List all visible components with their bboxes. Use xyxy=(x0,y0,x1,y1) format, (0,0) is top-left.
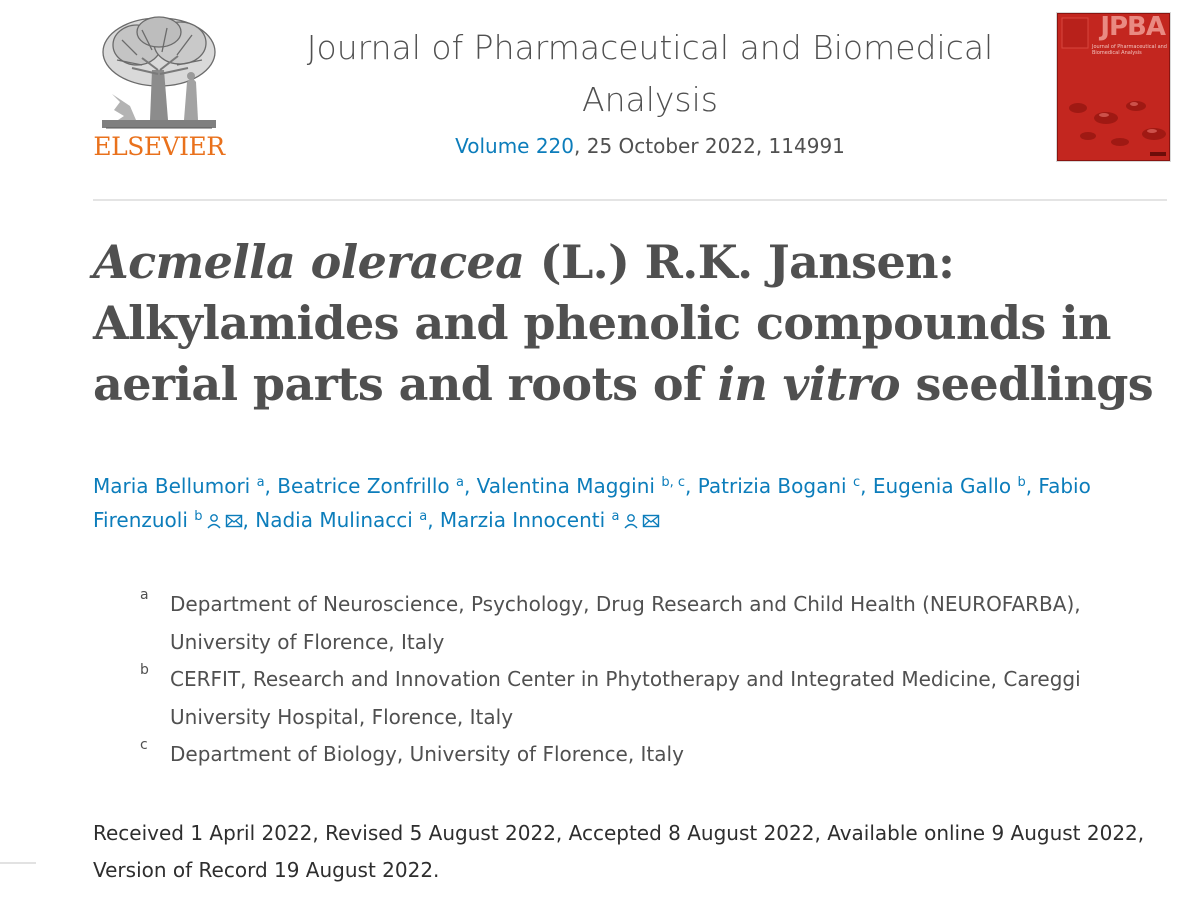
author-separator: , xyxy=(264,474,278,498)
author-affiliation-sup: b, c xyxy=(661,475,685,490)
author-affiliation-sup: a xyxy=(256,475,265,490)
author-separator: , xyxy=(242,508,256,532)
author-name[interactable]: Fabio Firenzuoli xyxy=(93,474,1091,532)
tree-emblem-icon xyxy=(92,10,226,132)
author-separator: , xyxy=(1025,474,1039,498)
affiliation-list xyxy=(140,586,1150,774)
title-in-vitro: in vitro xyxy=(717,357,901,411)
mail-icon[interactable] xyxy=(225,513,243,529)
affiliation-text: CERFIT, Research and Innovation Center in Phytotherapy and Integrated Medicine, Careggi University Hospital, Florence, Italy xyxy=(170,667,1081,729)
title-species-name: Acmella oleracea xyxy=(93,235,525,289)
affiliation-item xyxy=(140,736,1150,774)
author-name[interactable]: Marzia Innocenti xyxy=(439,508,606,532)
author-link[interactable] xyxy=(277,474,464,498)
author-affiliation-sup: a xyxy=(455,475,464,490)
header-divider xyxy=(93,199,1167,201)
author-link[interactable] xyxy=(698,474,860,498)
author-name[interactable]: Maria Bellumori xyxy=(93,474,251,498)
affiliation-text: Department of Biology, University of Florence, Italy xyxy=(170,742,684,766)
issue-line xyxy=(260,134,1040,158)
author-name[interactable]: Valentina Maggini xyxy=(476,474,655,498)
author-separator: , xyxy=(860,474,873,498)
title-text-part1: (L.) R.K. Jansen: Alkylamides and phenolic compounds in aerial parts and roots of xyxy=(93,235,1111,411)
mail-icon[interactable] xyxy=(642,513,660,529)
author-separator: , xyxy=(685,474,698,498)
journal-cover-thumbnail[interactable] xyxy=(1057,13,1170,161)
author-link[interactable] xyxy=(440,508,660,532)
author-separator: , xyxy=(463,474,477,498)
cover-journal-name: Journal of Pharmaceutical and Biomedical Analysis xyxy=(1092,44,1167,56)
article-history: Received 1 April 2022, Revised 5 August 2022, Accepted 8 August 2022, Available online 9 August 2022, Version of Record 19 August 2022. xyxy=(93,821,1145,882)
author-separator: , xyxy=(427,508,440,532)
author-name[interactable]: Beatrice Zonfrillo xyxy=(277,474,450,498)
author-affiliation-sup: c xyxy=(852,475,861,490)
author-affiliation-sup: b xyxy=(1017,475,1026,490)
affiliation-label: a xyxy=(140,587,149,603)
author-link[interactable] xyxy=(873,474,1026,498)
author-link[interactable] xyxy=(255,508,427,532)
journal-title[interactable] xyxy=(260,22,1040,126)
affiliation-label: b xyxy=(140,662,149,678)
affiliation-item xyxy=(140,586,1150,661)
author-name[interactable]: Patrizia Bogani xyxy=(697,474,847,498)
author-link[interactable] xyxy=(477,474,685,498)
side-panel-edge xyxy=(0,862,36,864)
author-affiliation-sup: a xyxy=(419,509,428,524)
affiliation-text: Department of Neuroscience, Psychology, Drug Research and Child Health (NEUROFARBA), University of Florence, Italy xyxy=(170,592,1081,654)
elsevier-logo[interactable] xyxy=(92,10,226,162)
article-title xyxy=(93,232,1183,415)
affiliation-label: c xyxy=(140,737,148,753)
affiliation-item xyxy=(140,661,1150,736)
title-text-part2: seedlings xyxy=(900,357,1154,411)
journal-title-line1[interactable]: Journal of Pharmaceutical and Biomedical xyxy=(306,28,994,67)
author-name[interactable]: Eugenia Gallo xyxy=(872,474,1012,498)
person-icon[interactable] xyxy=(206,513,222,529)
volume-link[interactable]: Volume 220 xyxy=(455,134,575,158)
author-affiliation-sup: a xyxy=(611,509,620,524)
person-icon[interactable] xyxy=(623,513,639,529)
author-list xyxy=(93,469,1153,537)
author-affiliation-sup: b xyxy=(194,509,203,524)
cover-abbreviation: JPBA xyxy=(1100,13,1165,42)
issue-details: , 25 October 2022, 114991 xyxy=(574,134,845,158)
author-name[interactable]: Nadia Mulinacci xyxy=(255,508,413,532)
journal-title-line2[interactable]: Analysis xyxy=(582,80,718,119)
elsevier-wordmark: ELSEVIER xyxy=(93,132,225,161)
author-link[interactable] xyxy=(93,474,265,498)
